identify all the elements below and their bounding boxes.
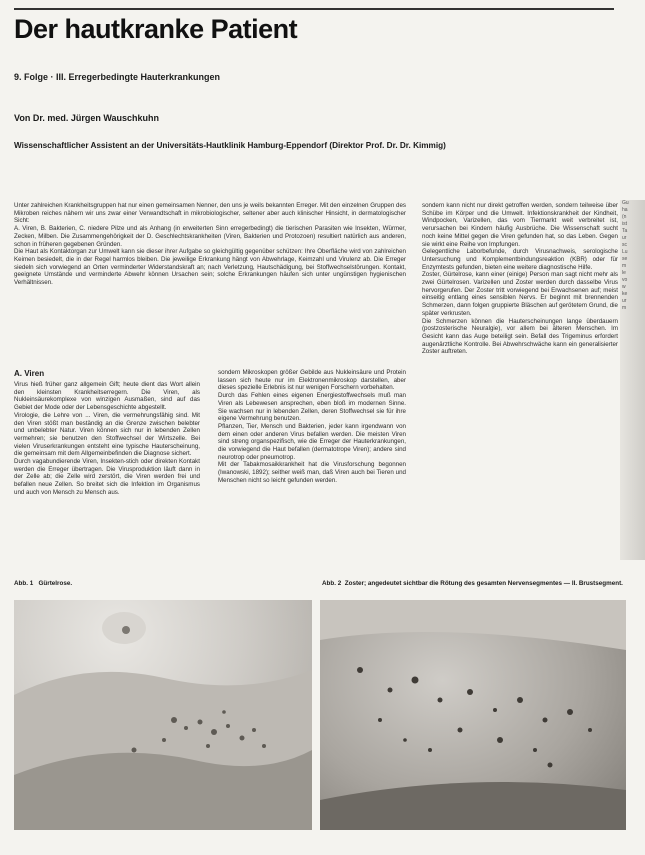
margin-fragment: ist [622, 221, 627, 227]
figure-1-caption [14, 580, 314, 588]
column-a-paragraph-3: Durch vagabundierende Viren, Insekten-stich oder direkten Kontakt werden die Erreger übertragen. Die Virusproduktion läuft dann in der Zelle ab; die Zelle wird zerstört, die Viren werden frei und befallen neue Zellen. So breitet sich die Infektion im Organismus und auch von Mensch zu Mensch aus. [14, 458, 200, 496]
column-b-paragraph-1: sondern Mikroskopen größer Gebilde aus Nukleinsäure und Protein lassen sich heute nur im Elektronenmikroskop darstellen, aber dieses spezielle Erlebnis ist nur wenigen Forschern vorbehalten. [218, 369, 406, 392]
margin-fragment: m [622, 263, 627, 269]
intro-paragraph-1: Unter zahlreichen Krankheitsgruppen hat nur einen gemeinsamen Nenner, den uns je weils bekannten Erreger. Mit den einzelnen Gruppen des Mikroben reiches nähern wir uns zwar einer Verwandtschaft in mikrobiologischer, seltener aber auch klinischer Hinsicht, in dermatologischer Sicht: [14, 202, 406, 225]
figure-2-photo [320, 600, 626, 830]
column-b-paragraph-3: Pflanzen, Tier, Mensch und Bakterien, jeder kann irgendwann von dem einen oder anderen Virus befallen werden. Die meisten Viren sind streng organspezifisch, wie die Erreger der Hauterkrankungen, die vorwiegend die Haut befallen (dermatotrope Viren); andere sind neurotrop oder pneumotrop. [218, 422, 406, 461]
margin-fragment: ur [622, 298, 627, 304]
margin-fragment: se [622, 256, 628, 262]
facing-page-margin [620, 200, 645, 560]
column-c-paragraph-3: Zoster, Gürtelrose, kann einer (einige) Person man sagt nicht mehr als zwei Gürtelrosen. Varizellen und Zoster werden durch dasselbe Virus hervorgerufen. Der Zoster tritt vorwiegend bei Erwachsenen auf; meist einseitig entlang eines sensiblen Nervs. Er beginnt mit brennenden Schmerzen, dann folgen gruppierte Bläschen auf gerötetem Grund, die später verkrusten. [422, 271, 618, 317]
figure-2-text: Zoster; angedeutet sichtbar die Rötung des gesamten Nervensegmentes — II. Brustsegment. [344, 580, 623, 587]
column-c-paragraph-1: sondern kann nicht nur direkt getroffen werden, sondern teilweise über Schübe im Körper und die Umwelt. Infektionskrankheit der Kindheit, Windpocken, Varizellen, das vom Tiermarkt weit verbreitet ist, verursachen bei Kindern häufig Ausbrüche. Die Wissenschaft sucht noch keine Mittel gegen die Viren gefunden hat, so das Leben. Gegen sie wirkt eine Reihe von Impfungen. [422, 202, 618, 248]
intro-paragraph-2: A. Viren, B. Bakterien, C. niedere Pilze und als Anhang (in erweiterten Sinn erregerbedingt) die tierischen Parasiten wie Insekten, Würmer, Zecken, Milben. Die Zusammengehörigkeit der D. Geschlechtskrankheiten (Viren, Bakterien und Protozoen) resultiert natürlich aus anderen, schon in früheren gegebenen Gründen. [14, 225, 406, 248]
margin-fragment: Lu [622, 249, 628, 255]
column-a-paragraph-2: Virologie, die Lehre von ... Viren, die vermehrungsfähig sind. Mit den Viren stößt man beständig an die Grenze zwischen belebter und unbelebter Natur. Viren können sich nur in lebenden Zellen vermehren; sie benutzen den Stoffwechsel der Wirtszelle. Bei vielen Viruserkrankungen entsteht eine typische Hauterscheinung, die gemeinsam mit dem Allgemeinbefinden die Diagnose sichert. [14, 411, 200, 458]
intro-paragraph-3: Die Haut als Kontaktorgan zur Umwelt kann sie dieser ihrer Aufgabe so gleichgültig gegenüber schützen: Ihre Oberfläche wird von zahlreichen Keimen besiedelt, die in der Regel harmlos bleiben. Die jeweilige Erkrankung hängt von Abwehrlage, Keimzahl und Virulenz ab. Die Erreger siedeln sich vorwiegend an Orten verminderter Widerstandskraft an; nach Verletzung, Hautschädigung, bei Stoffwechselstörungen. Kontakt, geeignete Umstände und verminderte Abwehr können Ursachen sein; solche Erkrankungen häufen sich unter ungünstigen hygienischen Verhältnissen. [14, 248, 406, 287]
column-b-paragraph-2: Durch das Fehlen eines eigenen Energiestoffwechsels muß man Viren als Lebewesen ansprechen, eben bloß im modernen Sinne. Sie wachsen nur in lebenden Zellen, deren Stoffwechsel sie für ihre eigene Vermehrung benutzen. [218, 392, 406, 423]
figure-1-illustration [14, 600, 312, 830]
column-c-paragraph-4: Die Schmerzen können die Hauterscheinungen lange überdauern (postzosterische Neuralgie), vor allem bei älteren Menschen. Im Gesicht kann das Auge beteiligt sein. Befall des Trigeminus erfordert augenärztliche Kontrolle. Bei Abwehrschwäche kann ein generalisierter Zoster auftreten. [422, 317, 618, 356]
figure-1-label: Abb. 1 [14, 580, 34, 587]
column-middle [218, 369, 406, 485]
margin-fragment: le [622, 270, 626, 276]
margin-fragment: Ta [622, 228, 628, 234]
figure-2-caption [322, 580, 628, 588]
column-c-paragraph-2: Gelegentliche Laborbefunde, durch Virusnachweis, serologische Untersuchung und Komplementbindungsreaktion (KBR) oder für Enzymtests gefunden, bieten eine weitere diagnostische Hilfe. [422, 248, 618, 271]
margin-fragment: ur [622, 235, 627, 241]
article-title: Der hautkranke Patient [14, 14, 298, 44]
section-heading-viruses: A. Viren [14, 369, 45, 378]
series-line: 9. Folge · III. Erregerbedingte Hauterkrankungen [14, 72, 221, 82]
margin-fragment: vo [622, 277, 628, 283]
margin-fragment: (n [622, 214, 627, 220]
margin-fragment: w [622, 284, 626, 290]
column-viruses [14, 369, 200, 497]
column-right [422, 202, 618, 356]
affiliation-line: Wissenschaftlicher Assistent an der Universitäts-Hautklinik Hamburg-Eppendorf (Direktor Prof. Dr. Dr. Kimmig) [14, 141, 446, 150]
column-a-paragraph-1: Virus hieß früher ganz allgemein Gift; heute dient das Wort allein den kleinsten Krankheitserregern. Die Viren, als Nukleinsäurekomplexe von winzigen Ausmaßen, sind auf das Gebiet der Mode oder der Lebensgeschichte abgestellt. [14, 381, 200, 412]
intro-block [14, 202, 406, 287]
figure-1-photo [14, 600, 312, 830]
margin-fragment: Gu [622, 200, 629, 206]
margin-fragment: sc [622, 242, 627, 248]
figure-1-text: Gürtelrose. [38, 580, 73, 587]
figure-2-illustration [320, 600, 626, 830]
figure-2-label: Abb. 2 [322, 580, 342, 587]
column-b-paragraph-4: Mit der Tabakmosaikkrankheit hat die Virusforschung begonnen (Iwanowski, 1892); seither weiß man, daß Viren auch bei Tieren und Menschen nicht so leicht gefunden werden. [218, 461, 406, 484]
margin-fragment: m [622, 305, 627, 311]
top-rule [14, 8, 614, 10]
margin-fragment: ha [622, 207, 628, 213]
margin-fragment: ke [622, 291, 628, 297]
author-line: Von Dr. med. Jürgen Wauschkuhn [14, 113, 160, 123]
